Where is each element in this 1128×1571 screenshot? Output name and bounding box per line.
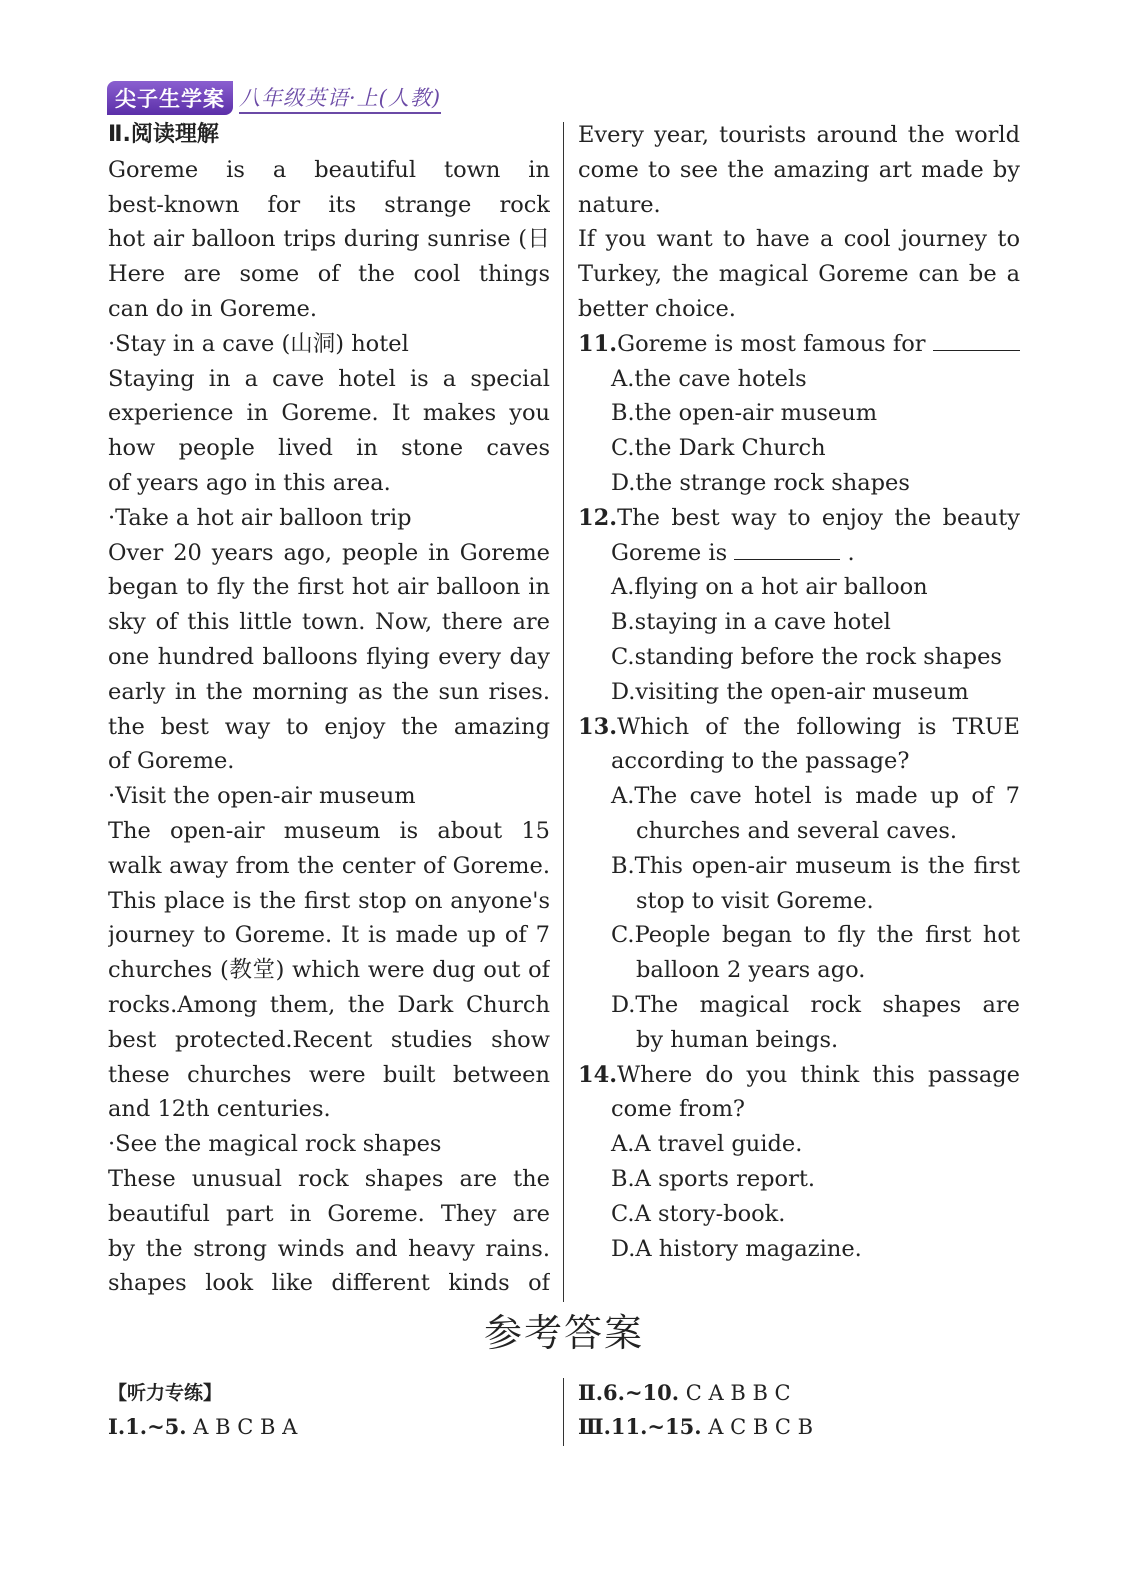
- question-number: 11.: [578, 330, 618, 357]
- answer-option: D.The magical rock shapes are: [611, 991, 1020, 1018]
- passage-line: nature.: [578, 191, 661, 218]
- passage-line: how people lived in stone caves: [108, 435, 550, 462]
- option-continuation: stop to visit Goreme.: [636, 887, 874, 914]
- passage-line: ·Stay in a cave (山洞) hotel: [108, 330, 409, 357]
- answer-option: A.the cave hotels: [611, 365, 807, 392]
- option-continuation: by human beings.: [636, 1026, 839, 1053]
- answer-letters: A C B C B: [701, 1415, 814, 1439]
- section-numeral: Ⅱ.: [578, 1380, 604, 1405]
- passage-line: walk away from the center of Goreme.: [108, 852, 550, 879]
- passage-line: best protected.Recent studies show: [108, 1026, 550, 1053]
- answer-option: D.visiting the open-air museum: [611, 678, 969, 705]
- answer-option: B.the open-air museum: [611, 400, 878, 427]
- passage-line: These unusual rock shapes are the: [108, 1165, 550, 1192]
- answer-option: B.A sports report.: [611, 1165, 816, 1192]
- passage-line: If you want to have a cool journey to: [578, 226, 1020, 253]
- answer-key-left: [108, 1376, 297, 1444]
- question-number: 12.: [578, 504, 618, 531]
- passage-line: ·Visit the open-air museum: [108, 783, 416, 810]
- answer-blank[interactable]: [734, 539, 840, 560]
- answer-row: [578, 1410, 813, 1444]
- answer-divider: [563, 1378, 564, 1446]
- answer-letters: C A B B C: [679, 1381, 791, 1405]
- passage-line: experience in Goreme. It makes you: [108, 400, 550, 427]
- question-stem: [578, 536, 1020, 571]
- question-stem: [578, 1058, 1020, 1093]
- answer-option: D.A history magazine.: [611, 1235, 862, 1262]
- answer-key-right: [578, 1376, 813, 1444]
- section-numeral: Ⅰ.: [108, 1414, 126, 1439]
- passage-text: [108, 153, 550, 1301]
- passage-line: Every year, tourists around the world: [578, 122, 1020, 148]
- answer-option: C.standing before the rock shapes: [611, 643, 1002, 670]
- question-text: Where do you think this passage: [617, 1061, 1020, 1088]
- passage-line: rocks.Among them, the Dark Church: [108, 991, 550, 1018]
- answer-option: A.A travel guide.: [611, 1131, 803, 1158]
- passage-line: Staying in a cave hotel is a special: [108, 365, 550, 392]
- question-stem: [578, 327, 1020, 362]
- question-number: 13.: [578, 713, 618, 740]
- passage-line: sky of this little town. Now, there are: [108, 609, 550, 636]
- answer-option: C.People began to fly the first hot: [611, 922, 1020, 949]
- passage-line: hot air balloon trips during sunrise (日: [108, 226, 550, 253]
- passage-continued: [578, 118, 1020, 327]
- page-header: [107, 82, 441, 114]
- option-continuation: churches and several caves.: [636, 817, 958, 844]
- question-list: [578, 327, 1020, 1267]
- passage-line: journey to Goreme. It is made up of 7: [108, 922, 550, 949]
- answer-row: [108, 1410, 297, 1444]
- question-number: 14.: [578, 1061, 618, 1088]
- question-end-mark: .: [840, 539, 855, 566]
- listening-tag: 【听力专练】: [108, 1382, 223, 1404]
- question-range: 6.~10.: [603, 1380, 680, 1405]
- passage-line: the best way to enjoy the amazing: [108, 713, 550, 740]
- answer-option: B.staying in a cave hotel: [611, 609, 891, 636]
- book-subtitle: 八年级英语·上(人教): [239, 82, 441, 114]
- answer-option: C.A story-book.: [611, 1200, 786, 1227]
- answer-blank[interactable]: [933, 330, 1020, 351]
- question-range: 11.~15.: [610, 1414, 702, 1439]
- passage-line: and 12th centuries.: [108, 1096, 331, 1123]
- series-badge: 尖子生学案: [107, 81, 233, 115]
- passage-line: better choice.: [578, 295, 736, 322]
- question-stem: [578, 501, 1020, 536]
- questions-column: [578, 118, 1020, 1266]
- passage-line: one hundred balloons flying every day: [108, 643, 550, 670]
- passage-line: churches (教堂) which were dug out of: [108, 957, 550, 984]
- question-range: 1.~5.: [125, 1414, 187, 1439]
- question-text: according to the passage?: [611, 748, 910, 775]
- passage-column: [108, 118, 550, 1301]
- answer-letters: A B C B A: [186, 1415, 298, 1439]
- answer-option: A.flying on a hot air balloon: [611, 574, 928, 601]
- answer-option: A.The cave hotel is made up of 7: [611, 783, 1020, 810]
- question-text: Goreme is most famous for: [617, 330, 926, 357]
- passage-line: by the strong winds and heavy rains.: [108, 1235, 550, 1262]
- passage-line: Turkey, the magical Goreme can be a: [578, 261, 1020, 288]
- passage-line: Goreme is a beautiful town in: [108, 156, 550, 183]
- passage-line: Over 20 years ago, people in Goreme: [108, 539, 550, 566]
- question-stem: [578, 744, 1020, 779]
- question-text: Goreme is: [611, 539, 728, 566]
- question-text: come from?: [611, 1096, 745, 1123]
- passage-line: these churches were built between: [108, 1061, 550, 1088]
- section-numeral: Ⅲ.: [578, 1414, 611, 1439]
- passage-line: early in the morning as the sun rises.: [108, 678, 550, 705]
- column-divider: [563, 122, 564, 1302]
- question-stem: [578, 1092, 1020, 1127]
- question-text: The best way to enjoy the beauty: [617, 504, 1020, 531]
- answer-option: D.the strange rock shapes: [611, 469, 910, 496]
- passage-line: ·See the magical rock shapes: [108, 1131, 442, 1158]
- passage-line: Here are some of the cool things: [108, 261, 550, 288]
- passage-line: can do in Goreme.: [108, 295, 317, 322]
- passage-line: of Goreme.: [108, 748, 235, 775]
- answer-option: B.This open-air museum is the first: [611, 852, 1020, 879]
- question-text: Which of the following is TRUE: [617, 713, 1020, 740]
- answer-key-title: 参考答案: [483, 1311, 644, 1355]
- passage-line: shapes look like different kinds of: [108, 1270, 550, 1297]
- option-continuation: balloon 2 years ago.: [636, 957, 866, 984]
- answer-option: C.the Dark Church: [611, 435, 826, 462]
- passage-line: This place is the first stop on anyone's: [108, 887, 550, 914]
- passage-line: of years ago in this area.: [108, 469, 391, 496]
- passage-line: The open-air museum is about 15: [108, 817, 550, 844]
- question-stem: [578, 710, 1020, 745]
- passage-line: ·Take a hot air balloon trip: [108, 504, 412, 531]
- passage-line: beautiful part in Goreme. They are: [108, 1200, 550, 1227]
- answer-row: [578, 1376, 813, 1410]
- passage-line: best-known for its strange rock: [108, 191, 550, 218]
- section-title: Ⅱ.阅读理解: [108, 122, 219, 147]
- passage-line: began to fly the first hot air balloon in: [108, 574, 550, 601]
- passage-line: come to see the amazing art made by: [578, 156, 1020, 183]
